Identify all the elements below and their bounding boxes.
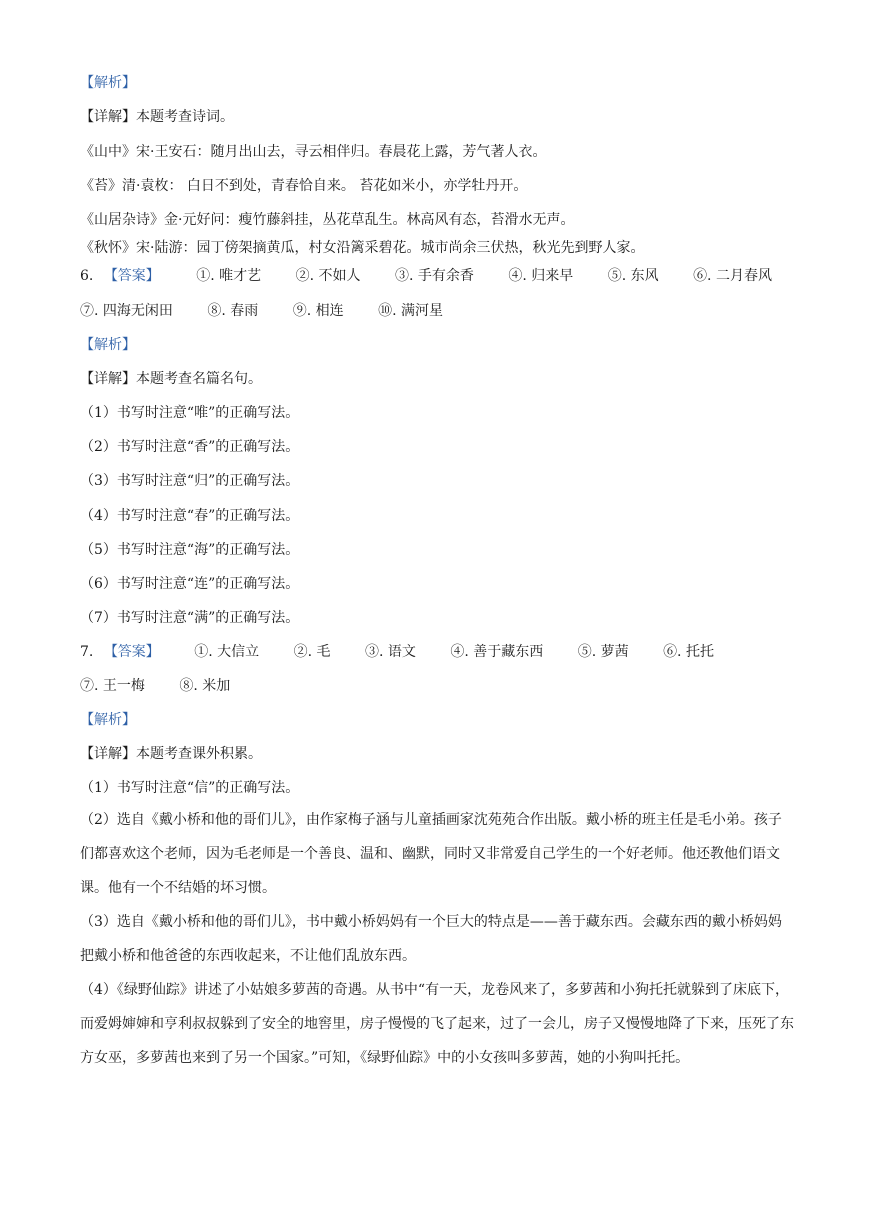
analysis-heading: 【解析】 — [80, 75, 136, 91]
answer-item: ③. 手有余香 — [394, 268, 474, 284]
detail-text: 【详解】本题考查名篇名句。 — [80, 371, 262, 387]
answer-label: 【答案】 — [103, 644, 160, 660]
answer-item: ⑨. 相连 — [292, 303, 344, 319]
note-line: （2）书写时注意“香”的正确写法。 — [80, 439, 300, 455]
answer-item: ⑦. 王一梅 — [80, 678, 145, 694]
answer-label: 【答案】 — [103, 268, 160, 284]
question-number: 7. — [80, 644, 94, 660]
analysis-heading: 【解析】 — [80, 712, 136, 728]
answer-item: ①. 唯才艺 — [196, 268, 262, 284]
answer-item: ⑦. 四海无闲田 — [80, 303, 173, 319]
answer-item: ⑩. 满河星 — [378, 303, 443, 319]
answer-item: ⑧. 春雨 — [207, 303, 259, 319]
q7-answer-row-2 — [80, 676, 230, 696]
paragraph-4: （4）《绿野仙踪》讲述了小姑娘多萝茜的奇遇。从书中“有一天，龙卷风来了，多萝茜和小狗托托就躲到了床底下，而爱姆婶婶和亨利叔叔躲到了安全的地窖里，房子慢慢的飞了起来，过了一会儿，房子又慢慢地降了下来，压死了东方女巫，多萝茜也来到了另一个国家。”可知，《绿野仙踪》中的小女孩叫多萝茜，她的小狗叫托托。 — [80, 982, 794, 1066]
detail-text: 【详解】本题考查课外积累。 — [80, 746, 262, 762]
note-line: （1）书写时注意“信”的正确写法。 — [80, 780, 300, 796]
note-line: （6）书写时注意“连”的正确写法。 — [80, 576, 300, 592]
note-line: （3）书写时注意“归”的正确写法。 — [80, 473, 300, 489]
answer-item: ⑧. 米加 — [179, 678, 231, 694]
detail-text: 【详解】本题考查诗词。 — [80, 109, 234, 125]
q6-answer-row-2 — [80, 301, 443, 321]
answer-item: ④. 归来早 — [508, 268, 574, 284]
answer-item: ⑤. 萝茜 — [577, 644, 629, 660]
poem-line: 《秋怀》宋·陆游：园丁傍架摘黄瓜，村女沿篱采碧花。城市尚余三伏热，秋光先到野人家。 — [80, 240, 645, 256]
analysis-heading: 【解析】 — [80, 337, 136, 353]
answer-item: ⑥. 二月春风 — [693, 268, 772, 284]
answer-item: ②. 不如人 — [295, 268, 361, 284]
question-number: 6. — [80, 268, 94, 284]
q7-answer-row-1 — [80, 642, 714, 662]
poem-line: 《山中》宋·王安石：随月出山去，寻云相伴归。春晨花上露，芳气著人衣。 — [80, 144, 547, 160]
paragraph-3: （3）选自《戴小桥和他的哥们儿》，书中戴小桥妈妈有一个巨大的特点是——善于藏东西。会藏东西的戴小桥妈妈把戴小桥和他爸爸的东西收起来，不让他们乱放东西。 — [80, 914, 782, 964]
note-line: （7）书写时注意“满”的正确写法。 — [80, 610, 300, 626]
q6-answer-row-1 — [80, 266, 772, 286]
answer-item: ⑤. 东风 — [607, 268, 659, 284]
poem-line: 《苔》清·袁枚： 白日不到处，青春恰自来。 苔花如米小，亦学牡丹开。 — [80, 178, 528, 194]
answer-item: ⑥. 托托 — [663, 644, 714, 660]
note-line: （4）书写时注意“春”的正确写法。 — [80, 508, 300, 524]
answer-item: ③. 语文 — [364, 644, 416, 660]
answer-item: ②. 毛 — [293, 644, 331, 660]
paragraph-2: （2）选自《戴小桥和他的哥们儿》，由作家梅子涵与儿童插画家沈苑苑合作出版。戴小桥的班主任是毛小弟。孩子们都喜欢这个老师，因为毛老师是一个善良、温和、幽默，同时又非常爱自己学生的一个好老师。他还教他们语文课。他有一个不结婚的坏习惯。 — [80, 812, 782, 896]
note-line: （5）书写时注意“海”的正确写法。 — [80, 542, 300, 558]
answer-item: ④. 善于藏东西 — [450, 644, 544, 660]
poem-line: 《山居杂诗》金·元好问：瘦竹藤斜挂，丛花草乱生。林高风有态，苔滑水无声。 — [80, 212, 575, 228]
note-line: （1）书写时注意“唯”的正确写法。 — [80, 405, 300, 421]
answer-item: ①. 大信立 — [194, 644, 260, 660]
